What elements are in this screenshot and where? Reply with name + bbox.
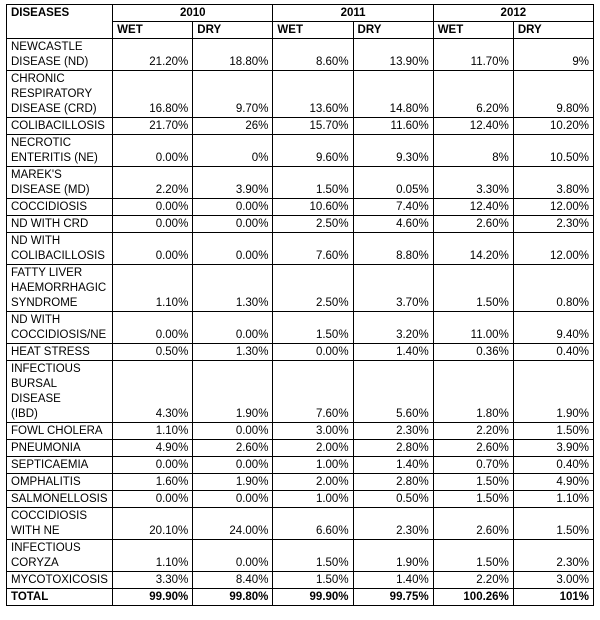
percent-cell: 0.00% (193, 540, 273, 572)
percent-cell: 4.60% (353, 216, 433, 233)
disease-name: FOWL CHOLERA (7, 423, 113, 440)
table-row (7, 312, 594, 344)
percent-cell: 9.40% (513, 312, 593, 344)
table-header (7, 5, 594, 39)
disease-name: ND WITH CRD (7, 216, 113, 233)
percent-cell: 3.30% (113, 572, 193, 589)
table-row (7, 540, 594, 572)
table-row (7, 199, 594, 216)
percent-cell: 26% (193, 118, 273, 135)
table-row (7, 423, 594, 440)
percent-cell: 2.60% (433, 508, 513, 540)
percent-cell: 16.80% (113, 71, 193, 118)
percent-cell: 0.00% (113, 457, 193, 474)
percent-cell: 0.00% (193, 491, 273, 508)
percent-cell: 3.00% (273, 423, 353, 440)
percent-cell: 1.50% (433, 474, 513, 491)
percent-cell: 0.36% (433, 344, 513, 361)
disease-name: SALMONELLOSIS (7, 491, 113, 508)
percent-cell: 1.90% (353, 540, 433, 572)
diseases-header: DISEASES (7, 5, 113, 39)
table-row (7, 265, 594, 312)
percent-cell: 2.00% (273, 474, 353, 491)
percent-cell: 0.50% (113, 344, 193, 361)
percent-cell: 0.00% (273, 344, 353, 361)
disease-table (6, 4, 594, 606)
total-cell: 99.75% (353, 589, 433, 606)
percent-cell: 2.80% (353, 474, 433, 491)
total-label: TOTAL (7, 589, 113, 606)
percent-cell: 11.60% (353, 118, 433, 135)
table-row (7, 39, 594, 71)
disease-name: MAREK'S DISEASE (MD) (7, 167, 113, 199)
total-cell: 99.90% (113, 589, 193, 606)
season-header: WET (433, 22, 513, 39)
percent-cell: 8.80% (353, 233, 433, 265)
percent-cell: 1.50% (433, 265, 513, 312)
disease-name: ND WITH COCCIDIOSIS/NE (7, 312, 113, 344)
percent-cell: 1.40% (353, 457, 433, 474)
percent-cell: 2.00% (273, 440, 353, 457)
percent-cell: 3.90% (513, 440, 593, 457)
percent-cell: 1.50% (513, 508, 593, 540)
season-header: WET (273, 22, 353, 39)
percent-cell: 2.80% (353, 440, 433, 457)
percent-cell: 1.60% (113, 474, 193, 491)
percent-cell: 1.30% (193, 265, 273, 312)
table-row (7, 572, 594, 589)
percent-cell: 21.70% (113, 118, 193, 135)
total-cell: 100.26% (433, 589, 513, 606)
percent-cell: 1.10% (513, 491, 593, 508)
percent-cell: 1.10% (113, 423, 193, 440)
percent-cell: 11.70% (433, 39, 513, 71)
percent-cell: 2.30% (353, 508, 433, 540)
percent-cell: 2.50% (273, 265, 353, 312)
percent-cell: 1.50% (273, 167, 353, 199)
percent-cell: 4.30% (113, 361, 193, 423)
table-row (7, 71, 594, 118)
percent-cell: 4.90% (113, 440, 193, 457)
percent-cell: 3.20% (353, 312, 433, 344)
percent-cell: 3.80% (513, 167, 593, 199)
percent-cell: 2.60% (193, 440, 273, 457)
total-cell: 99.80% (193, 589, 273, 606)
table-body (7, 39, 594, 606)
disease-table-container (6, 4, 594, 606)
disease-name: HEAT STRESS (7, 344, 113, 361)
percent-cell: 0.00% (113, 135, 193, 167)
percent-cell: 0.80% (513, 265, 593, 312)
percent-cell: 3.70% (353, 265, 433, 312)
year-header-2010: 2010 (113, 5, 273, 22)
table-row (7, 233, 594, 265)
season-header: DRY (193, 22, 273, 39)
percent-cell: 11.00% (433, 312, 513, 344)
percent-cell: 2.20% (113, 167, 193, 199)
table-row (7, 135, 594, 167)
total-cell: 99.90% (273, 589, 353, 606)
percent-cell: 0.00% (193, 423, 273, 440)
percent-cell: 1.90% (193, 361, 273, 423)
year-header-2011: 2011 (273, 5, 433, 22)
disease-name: INFECTIOUS CORYZA (7, 540, 113, 572)
percent-cell: 0.00% (113, 312, 193, 344)
percent-cell: 15.70% (273, 118, 353, 135)
percent-cell: 8.40% (193, 572, 273, 589)
percent-cell: 0.00% (193, 312, 273, 344)
percent-cell: 8% (433, 135, 513, 167)
disease-name: SEPTICAEMIA (7, 457, 113, 474)
table-row (7, 440, 594, 457)
percent-cell: 0.00% (113, 199, 193, 216)
season-header: DRY (513, 22, 593, 39)
disease-name: COLIBACILLOSIS (7, 118, 113, 135)
percent-cell: 6.20% (433, 71, 513, 118)
season-header: WET (113, 22, 193, 39)
season-header: DRY (353, 22, 433, 39)
percent-cell: 1.30% (193, 344, 273, 361)
percent-cell: 1.50% (513, 423, 593, 440)
percent-cell: 2.20% (433, 572, 513, 589)
disease-name: INFECTIOUS BURSAL DISEASE (IBD) (7, 361, 113, 423)
table-row (7, 167, 594, 199)
percent-cell: 0.00% (113, 233, 193, 265)
percent-cell: 7.60% (273, 361, 353, 423)
disease-name: MYCOTOXICOSIS (7, 572, 113, 589)
disease-name: COCCIDIOSIS (7, 199, 113, 216)
percent-cell: 2.30% (513, 216, 593, 233)
percent-cell: 0.00% (193, 199, 273, 216)
percent-cell: 1.90% (513, 361, 593, 423)
total-row (7, 589, 594, 606)
year-header-row (7, 5, 594, 22)
percent-cell: 12.00% (513, 199, 593, 216)
percent-cell: 14.80% (353, 71, 433, 118)
percent-cell: 0% (193, 135, 273, 167)
percent-cell: 1.50% (433, 540, 513, 572)
percent-cell: 12.40% (433, 199, 513, 216)
table-row (7, 457, 594, 474)
percent-cell: 13.60% (273, 71, 353, 118)
percent-cell: 0.00% (193, 233, 273, 265)
disease-name: NECROTIC ENTERITIS (NE) (7, 135, 113, 167)
percent-cell: 1.40% (353, 572, 433, 589)
disease-name: NEWCASTLE DISEASE (ND) (7, 39, 113, 71)
percent-cell: 1.10% (113, 540, 193, 572)
percent-cell: 13.90% (353, 39, 433, 71)
percent-cell: 0.50% (353, 491, 433, 508)
percent-cell: 2.30% (353, 423, 433, 440)
percent-cell: 3.00% (513, 572, 593, 589)
percent-cell: 12.40% (433, 118, 513, 135)
percent-cell: 0.00% (113, 216, 193, 233)
percent-cell: 3.90% (193, 167, 273, 199)
percent-cell: 14.20% (433, 233, 513, 265)
percent-cell: 8.60% (273, 39, 353, 71)
percent-cell: 1.00% (273, 491, 353, 508)
percent-cell: 4.90% (513, 474, 593, 491)
percent-cell: 1.50% (273, 312, 353, 344)
percent-cell: 2.30% (513, 540, 593, 572)
table-row (7, 361, 594, 423)
percent-cell: 2.60% (433, 440, 513, 457)
percent-cell: 9.60% (273, 135, 353, 167)
percent-cell: 24.00% (193, 508, 273, 540)
percent-cell: 9.30% (353, 135, 433, 167)
percent-cell: 5.60% (353, 361, 433, 423)
percent-cell: 7.40% (353, 199, 433, 216)
percent-cell: 0.40% (513, 457, 593, 474)
table-row (7, 474, 594, 491)
table-row (7, 344, 594, 361)
table-row (7, 508, 594, 540)
disease-name: CHRONIC RESPIRATORY DISEASE (CRD) (7, 71, 113, 118)
percent-cell: 2.60% (433, 216, 513, 233)
disease-name: FATTY LIVER HAEMORRHAGIC SYNDROME (7, 265, 113, 312)
percent-cell: 0.40% (513, 344, 593, 361)
percent-cell: 1.80% (433, 361, 513, 423)
percent-cell: 9% (513, 39, 593, 71)
disease-name: OMPHALITIS (7, 474, 113, 491)
percent-cell: 10.50% (513, 135, 593, 167)
percent-cell: 1.50% (273, 572, 353, 589)
percent-cell: 0.70% (433, 457, 513, 474)
percent-cell: 7.60% (273, 233, 353, 265)
percent-cell: 3.30% (433, 167, 513, 199)
table-row (7, 216, 594, 233)
percent-cell: 0.00% (193, 216, 273, 233)
percent-cell: 20.10% (113, 508, 193, 540)
percent-cell: 10.60% (273, 199, 353, 216)
percent-cell: 0.00% (193, 457, 273, 474)
percent-cell: 1.50% (273, 540, 353, 572)
percent-cell: 1.50% (433, 491, 513, 508)
percent-cell: 2.20% (433, 423, 513, 440)
percent-cell: 0.05% (353, 167, 433, 199)
percent-cell: 0.00% (113, 491, 193, 508)
disease-name: COCCIDIOSIS WITH NE (7, 508, 113, 540)
total-cell: 101% (513, 589, 593, 606)
percent-cell: 1.00% (273, 457, 353, 474)
percent-cell: 1.40% (353, 344, 433, 361)
percent-cell: 12.00% (513, 233, 593, 265)
percent-cell: 2.50% (273, 216, 353, 233)
percent-cell: 6.60% (273, 508, 353, 540)
year-header-2012: 2012 (433, 5, 593, 22)
disease-name: ND WITH COLIBACILLOSIS (7, 233, 113, 265)
table-row (7, 491, 594, 508)
percent-cell: 9.80% (513, 71, 593, 118)
percent-cell: 1.90% (193, 474, 273, 491)
table-row (7, 118, 594, 135)
percent-cell: 9.70% (193, 71, 273, 118)
percent-cell: 10.20% (513, 118, 593, 135)
disease-name: PNEUMONIA (7, 440, 113, 457)
percent-cell: 21.20% (113, 39, 193, 71)
percent-cell: 1.10% (113, 265, 193, 312)
percent-cell: 18.80% (193, 39, 273, 71)
